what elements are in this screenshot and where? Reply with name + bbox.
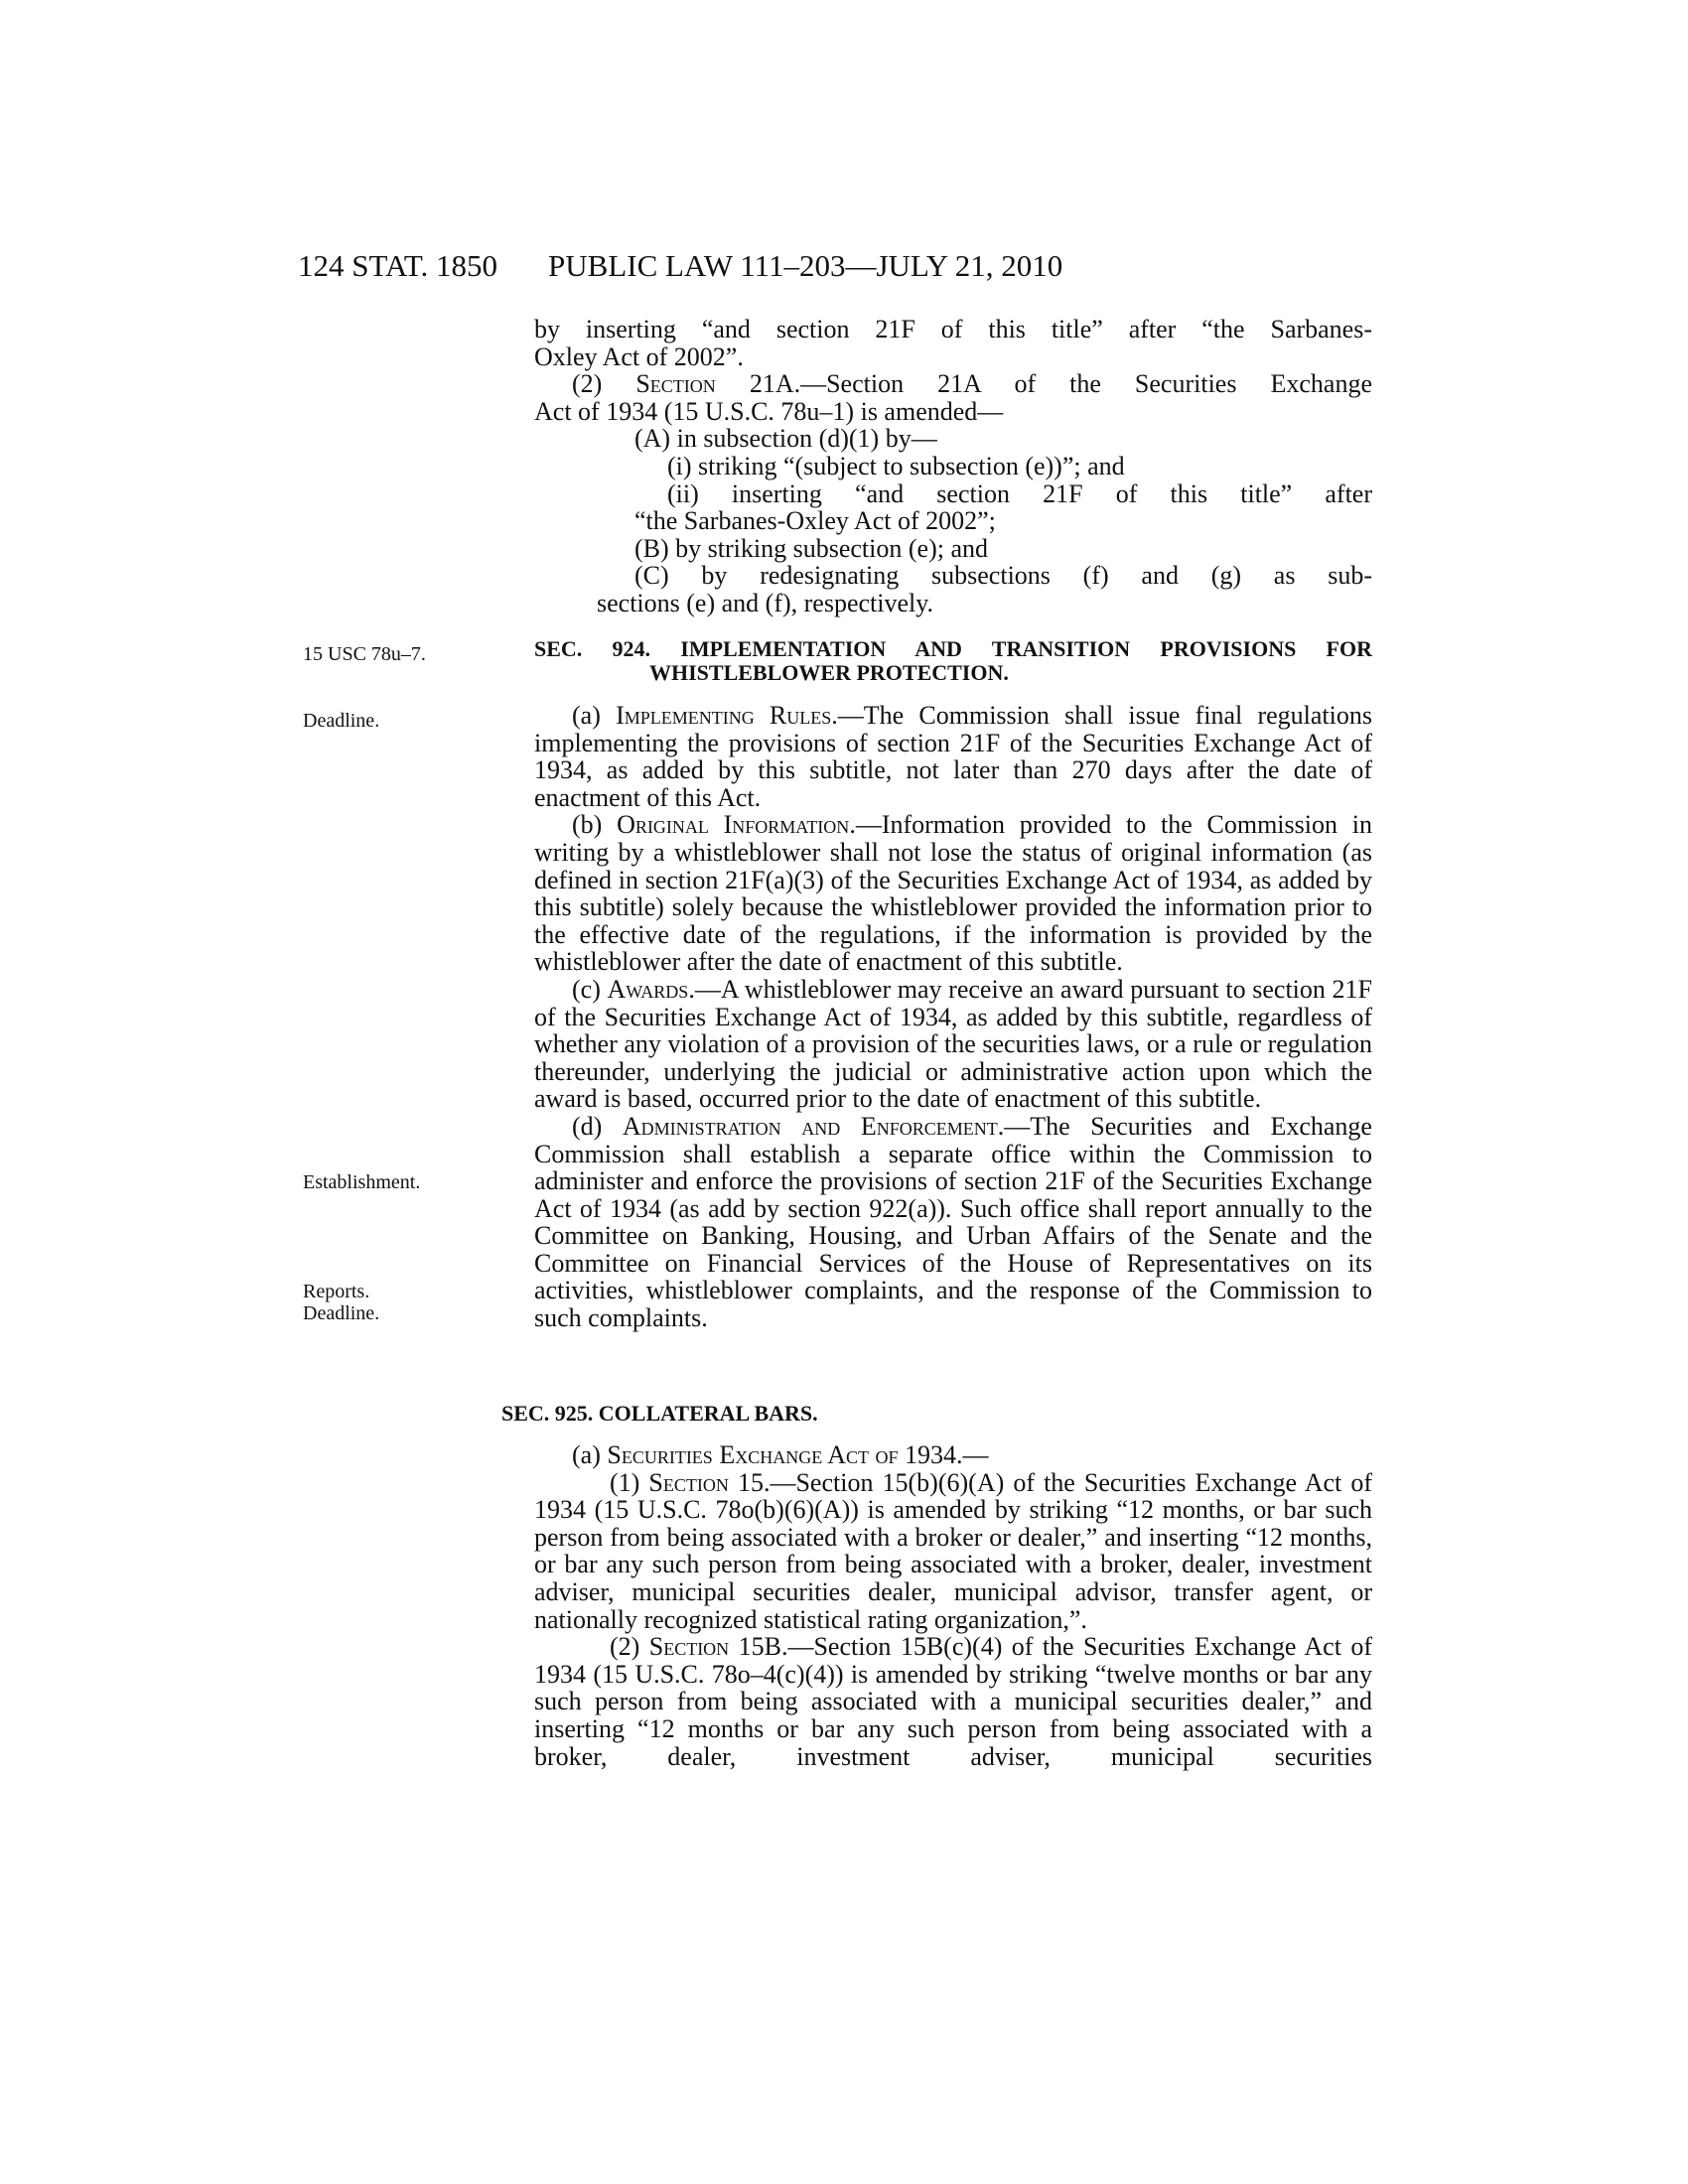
subsection-d: (d) Administration and Enforcement.—The Securities and Exchange Commission shall establish a separate office within the Commission to administer and enforce the provisions of section 21F of the Securities Exchange Act of 1934 (as add by section 922(a)). Such office shall report annually to the Committee on Banking, Housing, and Urban Affairs of the Senate and the Committee on Financial Services of the House of Representatives on its activities, whistleblower complaints, and the response of the Commission to such complaints. bbox=[534, 1111, 1372, 1333]
section-heading-line: SEC. 924. IMPLEMENTATION AND TRANSITION PROVISIONS FOR bbox=[534, 636, 1372, 661]
text-line: sections (e) and (f), respectively. bbox=[597, 588, 934, 617]
margin-note-reports: Reports. bbox=[303, 1281, 370, 1302]
section-925-heading bbox=[501, 1402, 818, 1426]
subparagraph-b: (B) by striking subsection (e); and bbox=[634, 533, 988, 563]
subparagraph-c: (C) by redesignating subsections (f) and (g) as sub- bbox=[634, 561, 1372, 591]
text-line: Oxley Act of 2002”. bbox=[534, 341, 744, 371]
margin-note-deadline: Deadline. bbox=[303, 710, 380, 732]
clause-i: (i) striking “(subject to subsection (e))”; and bbox=[667, 451, 1125, 480]
paragraph-1: (1) Section 15.—Section 15(b)(6)(A) of the Securities Exchange Act of 1934 (15 U.S.C. 78o(b)(6)(A)) is amended by striking “12 months, or bar such person from being associated with a broker or dealer,” and inserting “12 months, or bar any such person from being associated with a broker, dealer, investment adviser, municipal securities dealer, municipal advisor, transfer agent, or nationally recognized statistical rating organization,”. bbox=[534, 1467, 1372, 1634]
margin-note-deadline: Deadline. bbox=[303, 1302, 380, 1324]
paragraph-2: (2) Section 21A.—Section 21A of the Securities Exchange bbox=[572, 369, 1372, 399]
paragraph-2: (2) Section 15B.—Section 15B(c)(4) of the Securities Exchange Act of 1934 (15 U.S.C. 78o–4(c)(4)) is amended by striking “twelve months or bar any such person from being associated with a municipal securities dealer,” and inserting “12 months or bar any such person from being associated with a broker, dealer, investment adviser, municipal securities bbox=[534, 1632, 1372, 1771]
section-924-heading bbox=[534, 637, 1372, 685]
subsection-a: (a) Securities Exchange Act of 1934.— bbox=[572, 1440, 989, 1469]
section-925-body bbox=[534, 1441, 1372, 1770]
subsection-c: (c) Awards.—A whistleblower may receive an award pursuant to section 21F of the Securities Exchange Act of 1934, as added by this subtitle, regardless of whether any violation of a provision of the securities laws, or a rule or regulation thereunder, underlying the judicial or administrative action upon which the award is based, occurred prior to the date of enactment of this subtitle. bbox=[534, 974, 1373, 1114]
page-header bbox=[298, 248, 1370, 288]
subparagraph-a: (A) in subsection (d)(1) by— bbox=[634, 424, 937, 454]
clause-ii: (ii) inserting “and section 21F of this title” after bbox=[667, 478, 1372, 508]
section-heading-line: SEC. 925. COLLATERAL BARS. bbox=[501, 1401, 818, 1426]
section-924-body bbox=[534, 702, 1372, 1332]
margin-note-establishment: Establishment. bbox=[303, 1171, 421, 1193]
margin-note-usc: 15 USC 78u–7. bbox=[303, 643, 426, 665]
text-line: by inserting “and section 21F of this title” after “the Sarbanes- bbox=[534, 315, 1372, 343]
section-heading-line: WHISTLEBLOWER PROTECTION. bbox=[649, 660, 1009, 685]
amendment-continuation bbox=[534, 316, 1372, 617]
text-line: Act of 1934 (15 U.S.C. 78u–1) is amended— bbox=[534, 396, 1004, 426]
running-head: PUBLIC LAW 111–203—JULY 21, 2010 bbox=[548, 248, 1063, 283]
text-line: “the Sarbanes-Oxley Act of 2002”; bbox=[634, 506, 996, 536]
subsection-a: (a) Implementing Rules.—The Commission shall issue final regulations implementing the provisions of section 21F of the Securities Exchange Act of 1934, as added by this subtitle, not later than 270 days after the date of enactment of this Act. bbox=[534, 701, 1372, 812]
subsection-b: (b) Original Information.—Information provided to the Commission in writing by a whistleblower shall not lose the status of original information (as defined in section 21F(a)(3) of the Securities Exchange Act of 1934, as added by this subtitle) solely because the whistleblower provided the information prior to the effective date of the regulations, if the information is provided by the whistleblower after the date of enactment of this subtitle. bbox=[534, 810, 1372, 977]
stat-page-number: 124 STAT. 1850 bbox=[298, 248, 498, 283]
